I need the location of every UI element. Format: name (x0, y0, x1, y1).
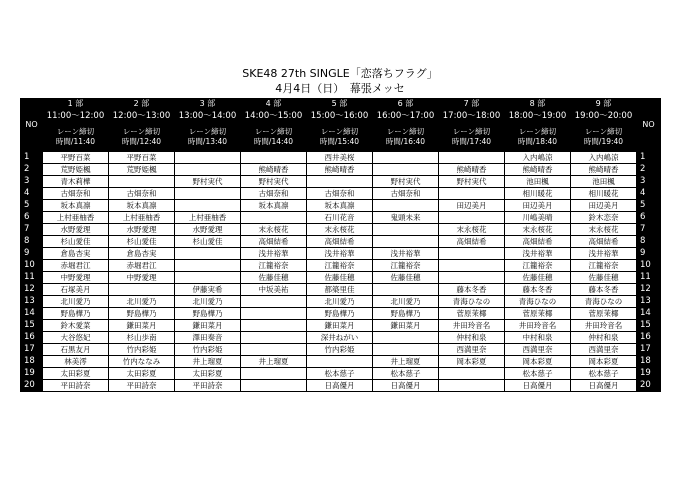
row-number-right: 7 (637, 224, 661, 236)
table-row (21, 284, 661, 296)
table-row (21, 296, 661, 308)
table-row (21, 308, 661, 320)
lane-deadline-time: 時間/17:40 (451, 137, 492, 146)
row-number-left: 14 (21, 308, 43, 320)
member-cell: 岡本彩夏 (439, 356, 505, 368)
member-cell: 鈴木愛菜 (43, 320, 109, 332)
member-cell (175, 272, 241, 284)
member-cell: 日高優月 (307, 380, 373, 392)
row-number-left: 16 (21, 332, 43, 344)
member-cell (439, 152, 505, 164)
member-cell: 日高優月 (373, 380, 439, 392)
member-cell: 野島樺乃 (307, 308, 373, 320)
member-cell: 浅井裕華 (373, 248, 439, 260)
lane-deadline-time: 時間/18:40 (517, 137, 558, 146)
member-cell: 浅井裕華 (571, 248, 637, 260)
member-cell: 藤本冬香 (571, 284, 637, 296)
table-row (21, 248, 661, 260)
row-number-right: 14 (637, 308, 661, 320)
row-number-left: 13 (21, 296, 43, 308)
member-cell: 熊崎晴香 (439, 164, 505, 176)
member-cell: 竹内彩姫 (109, 344, 175, 356)
member-cell: 鎌田菜月 (175, 320, 241, 332)
row-number-right: 4 (637, 188, 661, 200)
row-number-right: 11 (637, 272, 661, 284)
member-cell: 野村実代 (439, 176, 505, 188)
title-block (20, 66, 660, 96)
member-cell: 中野愛理 (43, 272, 109, 284)
row-number-left: 20 (21, 380, 43, 392)
member-cell (307, 176, 373, 188)
member-cell: 佐藤佳穂 (505, 272, 571, 284)
row-number-left: 12 (21, 284, 43, 296)
schedule-table (20, 98, 661, 392)
member-cell: 太田彩夏 (43, 368, 109, 380)
member-cell: 池田楓 (505, 176, 571, 188)
row-number-right: 5 (637, 200, 661, 212)
lane-deadline-time: 時間/16:40 (385, 137, 426, 146)
member-cell: 川嶋美晴 (505, 212, 571, 224)
lane-deadline (505, 123, 571, 152)
member-cell (175, 188, 241, 200)
member-cell: 平田詩奈 (109, 380, 175, 392)
member-cell (439, 260, 505, 272)
member-cell: 仲村和泉 (439, 332, 505, 344)
lane-deadline-label: レーン締切 (386, 127, 425, 136)
lane-deadline (373, 123, 439, 152)
member-cell (439, 368, 505, 380)
table-row (21, 272, 661, 284)
table-row (21, 176, 661, 188)
member-cell: 井上瑠夏 (241, 356, 307, 368)
table-row (21, 356, 661, 368)
page-title: SKE48 27th SINGLE「恋落ちフラグ」 (242, 67, 438, 80)
row-number-left: 7 (21, 224, 43, 236)
member-cell (439, 272, 505, 284)
member-cell: 大谷悠妃 (43, 332, 109, 344)
lane-deadline-label: レーン締切 (254, 127, 293, 136)
member-cell: 日高優月 (505, 380, 571, 392)
member-cell: 坂本真凛 (241, 200, 307, 212)
member-cell: 坂本真凛 (307, 200, 373, 212)
member-cell: 野島樺乃 (373, 308, 439, 320)
lane-deadline-time: 時間/11:40 (55, 137, 96, 146)
member-cell: 菅原茉椰 (571, 308, 637, 320)
member-cell: 入内嶋涼 (505, 152, 571, 164)
member-cell: 西満里奈 (505, 344, 571, 356)
member-cell: 江籠裕奈 (241, 260, 307, 272)
member-cell: 太田彩夏 (109, 368, 175, 380)
member-cell: 松本慈子 (373, 368, 439, 380)
table-row (21, 332, 661, 344)
row-number-left: 18 (21, 356, 43, 368)
member-cell: 高畑結希 (439, 236, 505, 248)
member-cell: 平田詩奈 (175, 380, 241, 392)
lane-deadline (43, 123, 109, 152)
member-cell: 青海ひなの (439, 296, 505, 308)
table-row (21, 236, 661, 248)
member-cell: 古畑奈和 (241, 188, 307, 200)
row-number-left: 9 (21, 248, 43, 260)
member-cell: 野島樺乃 (109, 308, 175, 320)
member-cell: 倉島杏実 (43, 248, 109, 260)
member-cell: 末永桜花 (439, 224, 505, 236)
row-number-left: 8 (21, 236, 43, 248)
member-cell (241, 296, 307, 308)
row-number-right: 8 (637, 236, 661, 248)
member-cell: 佐藤佳穂 (373, 272, 439, 284)
member-cell: 北川愛乃 (43, 296, 109, 308)
part-label: 8 部 (505, 99, 571, 110)
part-time: 13:00～14:00 (175, 110, 241, 123)
member-cell: 江籠裕奈 (307, 260, 373, 272)
part-time: 15:00～16:00 (307, 110, 373, 123)
member-cell (439, 248, 505, 260)
member-cell: 上村亜柚香 (109, 212, 175, 224)
member-cell: 鎌田菜月 (307, 320, 373, 332)
member-cell: 中村和泉 (505, 332, 571, 344)
member-cell (241, 212, 307, 224)
member-cell: 石川花音 (307, 212, 373, 224)
part-label: 2 部 (109, 99, 175, 110)
table-row (21, 368, 661, 380)
member-cell: 平野百菜 (109, 152, 175, 164)
lane-deadline (571, 123, 637, 152)
member-cell (241, 332, 307, 344)
no-header-right: NO (637, 99, 661, 152)
event-date-venue: 4月4日（日） 幕張メッセ (275, 82, 405, 95)
member-cell: 井田玲音名 (505, 320, 571, 332)
member-cell (439, 212, 505, 224)
member-cell: 佐藤佳穂 (571, 272, 637, 284)
row-number-right: 3 (637, 176, 661, 188)
member-cell: 仲村和泉 (571, 332, 637, 344)
member-cell: 竹内ななみ (109, 356, 175, 368)
member-cell: 竹内彩姫 (175, 344, 241, 356)
member-cell (373, 164, 439, 176)
row-number-right: 6 (637, 212, 661, 224)
member-cell (439, 188, 505, 200)
part-label: 7 部 (439, 99, 505, 110)
lane-deadline-label: レーン締切 (584, 127, 623, 136)
member-cell: 田辺美月 (571, 200, 637, 212)
lane-deadline-time: 時間/19:40 (583, 137, 624, 146)
row-number-right: 10 (637, 260, 661, 272)
member-cell (373, 236, 439, 248)
member-cell: 野島樺乃 (43, 308, 109, 320)
part-time: 11:00～12:00 (43, 110, 109, 123)
member-cell: 鎌田菜月 (109, 320, 175, 332)
member-cell: 井田玲音名 (571, 320, 637, 332)
row-number-left: 4 (21, 188, 43, 200)
member-cell: 熊崎晴香 (505, 164, 571, 176)
lane-deadline-label: レーン締切 (56, 127, 95, 136)
member-cell: 西満里奈 (439, 344, 505, 356)
member-cell: 伊藤実希 (175, 284, 241, 296)
row-number-left: 11 (21, 272, 43, 284)
time-header-row (21, 110, 661, 123)
member-cell: 荒野姫楓 (109, 164, 175, 176)
member-cell: 末永桜花 (505, 224, 571, 236)
member-cell (241, 320, 307, 332)
member-cell: 相川暖花 (505, 188, 571, 200)
member-cell (241, 368, 307, 380)
member-cell: 北川愛乃 (373, 296, 439, 308)
lane-deadline (109, 123, 175, 152)
member-cell (175, 164, 241, 176)
member-cell: 坂本真凛 (43, 200, 109, 212)
member-cell: 西満里奈 (571, 344, 637, 356)
member-cell (241, 152, 307, 164)
member-cell (373, 284, 439, 296)
member-cell: 澤田奏音 (175, 332, 241, 344)
member-cell: 池田楓 (571, 176, 637, 188)
member-cell: 末永桜花 (241, 224, 307, 236)
lane-deadline-time: 時間/13:40 (187, 137, 228, 146)
member-cell: 上村亜柚香 (43, 212, 109, 224)
member-cell: 都築里佳 (307, 284, 373, 296)
member-cell: 青木莉樺 (43, 176, 109, 188)
row-number-left: 5 (21, 200, 43, 212)
member-cell: 青海ひなの (571, 296, 637, 308)
lane-deadline-label: レーン締切 (122, 127, 161, 136)
member-cell: 入内嶋涼 (571, 152, 637, 164)
row-number-left: 6 (21, 212, 43, 224)
row-number-right: 15 (637, 320, 661, 332)
lane-deadline (307, 123, 373, 152)
lane-deadline-label: レーン締切 (320, 127, 359, 136)
table-row (21, 260, 661, 272)
table-row (21, 200, 661, 212)
row-number-left: 3 (21, 176, 43, 188)
member-cell: 太田彩夏 (175, 368, 241, 380)
member-cell: 青海ひなの (505, 296, 571, 308)
member-cell: 熊崎晴香 (307, 164, 373, 176)
table-row (21, 188, 661, 200)
lane-deadline-label: レーン締切 (452, 127, 491, 136)
member-cell (241, 308, 307, 320)
lane-deadline-label: レーン締切 (188, 127, 227, 136)
lane-deadline-time: 時間/15:40 (319, 137, 360, 146)
member-cell: 江籠裕奈 (571, 260, 637, 272)
no-header-left: NO (21, 99, 43, 152)
member-cell (373, 200, 439, 212)
table-row (21, 380, 661, 392)
member-cell: 倉島杏実 (109, 248, 175, 260)
member-cell: 林美澪 (43, 356, 109, 368)
member-cell: 末永桜花 (571, 224, 637, 236)
table-row (21, 224, 661, 236)
member-cell: 赤堀君江 (43, 260, 109, 272)
row-number-left: 19 (21, 368, 43, 380)
member-cell: 熊崎晴香 (571, 164, 637, 176)
member-cell: 杉山歩南 (109, 332, 175, 344)
table-row (21, 152, 661, 164)
member-cell: 北川愛乃 (307, 296, 373, 308)
member-cell (175, 248, 241, 260)
member-cell: 平田詩奈 (43, 380, 109, 392)
member-cell: 水野愛理 (43, 224, 109, 236)
member-cell: 野村実代 (241, 176, 307, 188)
member-cell (307, 356, 373, 368)
part-label: 4 部 (241, 99, 307, 110)
part-label: 9 部 (571, 99, 637, 110)
member-cell (175, 260, 241, 272)
member-cell: 中野愛理 (109, 272, 175, 284)
member-cell: 鬼頭未来 (373, 212, 439, 224)
part-label: 1 部 (43, 99, 109, 110)
part-time: 19:00～20:00 (571, 110, 637, 123)
member-cell: 古畑奈和 (43, 188, 109, 200)
member-cell: 古畑奈和 (307, 188, 373, 200)
part-label: 5 部 (307, 99, 373, 110)
table-row (21, 164, 661, 176)
part-time: 17:00～18:00 (439, 110, 505, 123)
deadline-header-row (21, 123, 661, 152)
member-cell: 赤堀君江 (109, 260, 175, 272)
row-number-right: 13 (637, 296, 661, 308)
member-cell (109, 176, 175, 188)
member-cell: 井上瑠夏 (373, 356, 439, 368)
member-cell: 末永桜花 (307, 224, 373, 236)
member-cell: 野村実代 (175, 176, 241, 188)
member-cell (175, 200, 241, 212)
member-cell: 古畑奈和 (373, 188, 439, 200)
member-cell (373, 332, 439, 344)
member-cell: 浅井裕華 (241, 248, 307, 260)
row-number-right: 16 (637, 332, 661, 344)
member-cell: 鈴木恋奈 (571, 212, 637, 224)
member-cell: 高畑結希 (505, 236, 571, 248)
row-number-right: 9 (637, 248, 661, 260)
member-cell (109, 284, 175, 296)
member-cell: 平野百菜 (43, 152, 109, 164)
member-cell: 熊崎晴香 (241, 164, 307, 176)
part-label: 6 部 (373, 99, 439, 110)
lane-deadline (241, 123, 307, 152)
member-cell: 日高優月 (571, 380, 637, 392)
lane-deadline (175, 123, 241, 152)
member-cell: 杉山愛佳 (43, 236, 109, 248)
member-cell: 坂本真凛 (109, 200, 175, 212)
row-number-left: 1 (21, 152, 43, 164)
member-cell: 佐藤佳穂 (241, 272, 307, 284)
part-time: 12:00～13:00 (109, 110, 175, 123)
member-cell: 松本慈子 (307, 368, 373, 380)
row-number-left: 15 (21, 320, 43, 332)
member-cell: 高畑結希 (307, 236, 373, 248)
table-row (21, 320, 661, 332)
row-number-left: 10 (21, 260, 43, 272)
row-number-right: 18 (637, 356, 661, 368)
member-cell: 上村亜柚香 (175, 212, 241, 224)
member-cell (175, 152, 241, 164)
part-header-row (21, 99, 661, 110)
member-cell: 藤本冬香 (439, 284, 505, 296)
member-cell: 野村実代 (373, 176, 439, 188)
member-cell: 相川暖花 (571, 188, 637, 200)
member-cell: 岡本彩夏 (505, 356, 571, 368)
lane-deadline (439, 123, 505, 152)
table-row (21, 344, 661, 356)
member-cell: 浅井裕華 (307, 248, 373, 260)
member-cell: 江籠裕奈 (373, 260, 439, 272)
part-time: 14:00～15:00 (241, 110, 307, 123)
member-cell: 竹内彩姫 (307, 344, 373, 356)
member-cell: 高畑結希 (241, 236, 307, 248)
member-cell: 古畑奈和 (109, 188, 175, 200)
member-cell (373, 152, 439, 164)
lane-deadline-time: 時間/14:40 (253, 137, 294, 146)
part-time: 16:00～17:00 (373, 110, 439, 123)
member-cell: 西井美桜 (307, 152, 373, 164)
member-cell: 荒野姫楓 (43, 164, 109, 176)
row-number-right: 17 (637, 344, 661, 356)
member-cell: 石黒友月 (43, 344, 109, 356)
member-cell: 北川愛乃 (109, 296, 175, 308)
member-cell: 中坂美祐 (241, 284, 307, 296)
member-cell: 浅井裕華 (505, 248, 571, 260)
member-cell: 杉山愛佳 (175, 236, 241, 248)
row-number-right: 20 (637, 380, 661, 392)
member-cell (241, 344, 307, 356)
member-cell: 佐藤佳穂 (307, 272, 373, 284)
member-cell: 鎌田菜月 (373, 320, 439, 332)
row-number-right: 12 (637, 284, 661, 296)
member-cell: 水野愛理 (175, 224, 241, 236)
member-cell (241, 380, 307, 392)
member-cell (373, 224, 439, 236)
row-number-right: 1 (637, 152, 661, 164)
member-cell: 田辺美月 (505, 200, 571, 212)
member-cell: 北川愛乃 (175, 296, 241, 308)
member-cell (439, 380, 505, 392)
lane-deadline-time: 時間/12:40 (121, 137, 162, 146)
member-cell: 松本慈子 (571, 368, 637, 380)
part-time: 18:00～19:00 (505, 110, 571, 123)
member-cell: 石塚美月 (43, 284, 109, 296)
table-row (21, 212, 661, 224)
member-cell: 井上瑠夏 (175, 356, 241, 368)
row-number-right: 2 (637, 164, 661, 176)
lane-deadline-label: レーン締切 (518, 127, 557, 136)
member-cell: 井田玲音名 (439, 320, 505, 332)
member-cell: 藤本冬香 (505, 284, 571, 296)
member-cell: 江籠裕奈 (505, 260, 571, 272)
member-cell: 松本慈子 (505, 368, 571, 380)
row-number-left: 2 (21, 164, 43, 176)
part-label: 3 部 (175, 99, 241, 110)
member-cell (373, 344, 439, 356)
row-number-left: 17 (21, 344, 43, 356)
member-cell: 菅原茉椰 (505, 308, 571, 320)
row-number-right: 19 (637, 368, 661, 380)
member-cell: 田辺美月 (439, 200, 505, 212)
member-cell: 菅原茉椰 (439, 308, 505, 320)
member-cell: 深井ねがい (307, 332, 373, 344)
member-cell: 野島樺乃 (175, 308, 241, 320)
member-cell: 高畑結希 (571, 236, 637, 248)
member-cell: 岡本彩夏 (571, 356, 637, 368)
member-cell: 杉山愛佳 (109, 236, 175, 248)
member-cell: 水野愛理 (109, 224, 175, 236)
